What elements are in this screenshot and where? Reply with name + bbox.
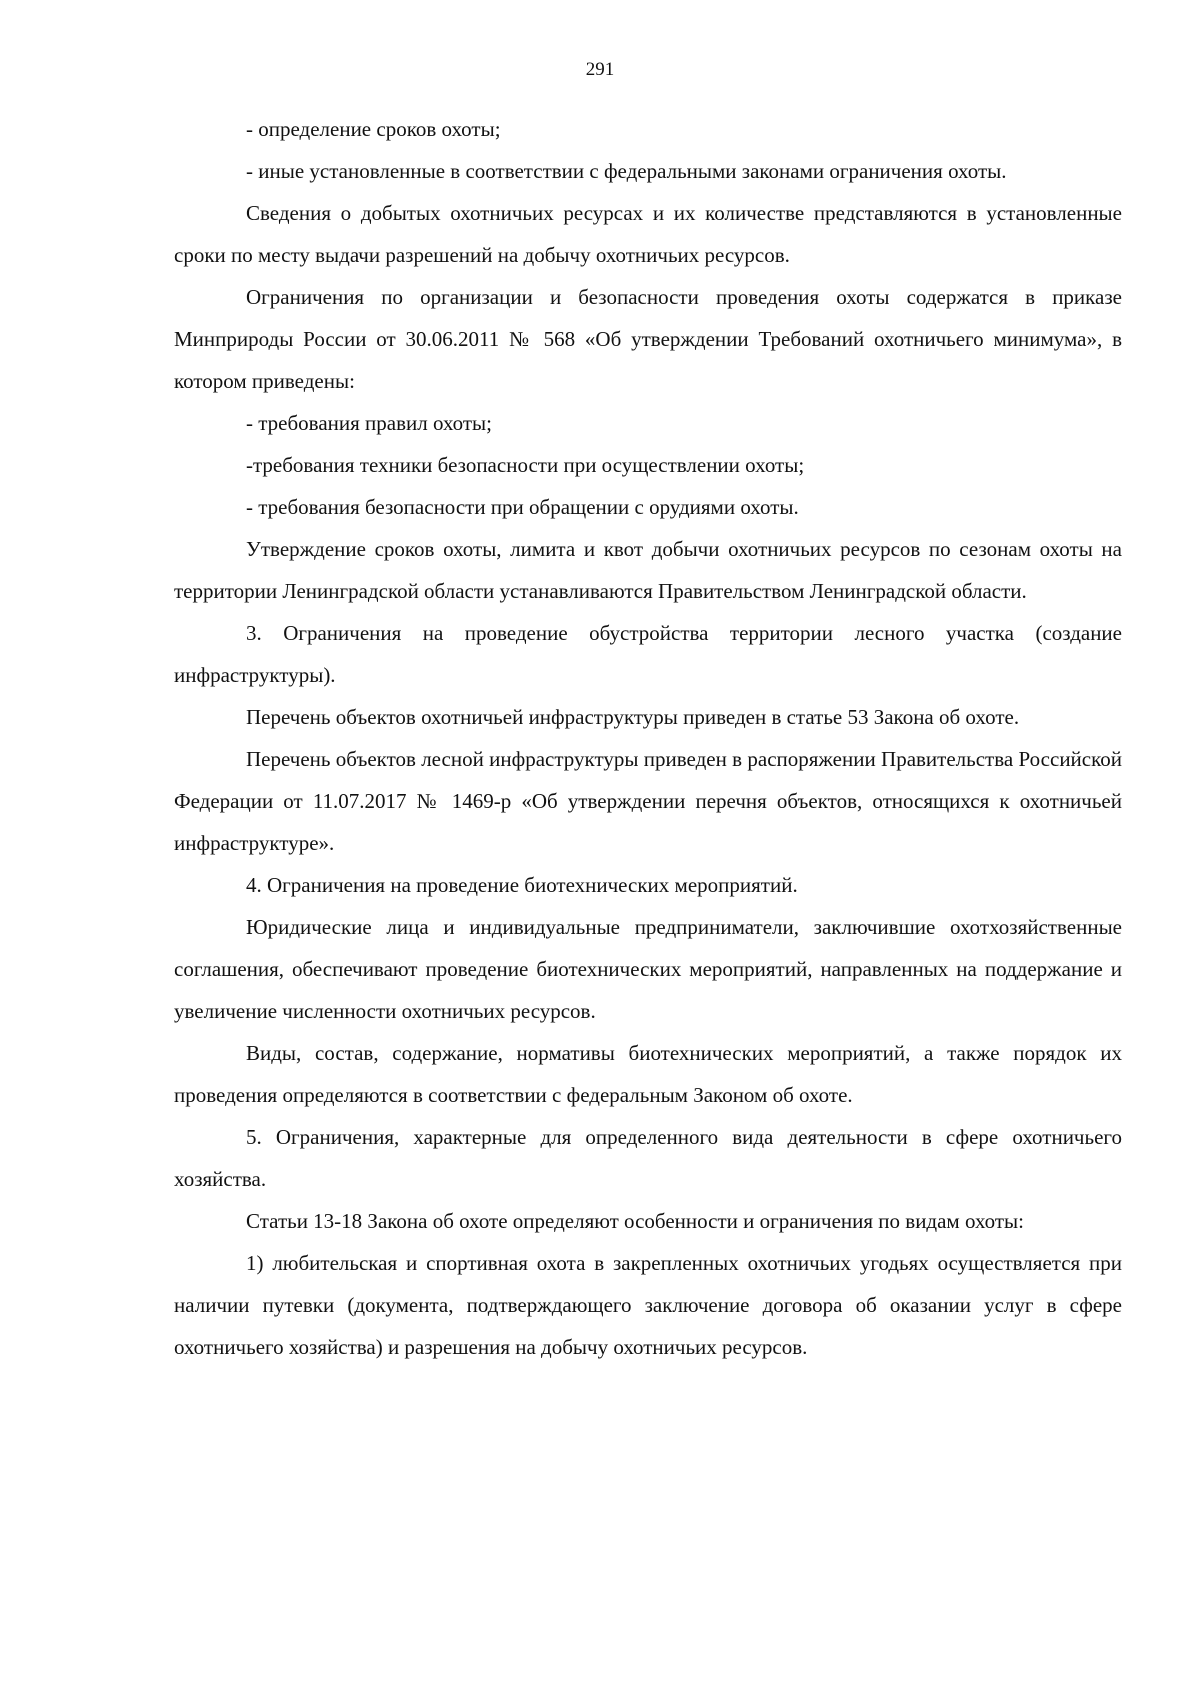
paragraph: Утверждение сроков охоты, лимита и квот добычи охотничьих ресурсов по сезонам охоты на территории Ленинградской области устанавливаются Правительством Ленинградской области. bbox=[174, 537, 1122, 603]
paragraph: -требования техники безопасности при осуществлении охоты; bbox=[246, 453, 805, 477]
paragraph: Статьи 13-18 Закона об охоте определяют особенности и ограничения по видам охоты: bbox=[246, 1209, 1024, 1233]
paragraph: Перечень объектов лесной инфраструктуры приведен в распоряжении Правительства Российской Федерации от 11.07.2017 № 1469-р «Об утверждении перечня объектов, относящихся к охотничьей инфраструктуре». bbox=[174, 747, 1122, 855]
paragraph: - определение сроков охоты; bbox=[246, 117, 501, 141]
document-body bbox=[174, 108, 1122, 1368]
paragraph: - требования правил охоты; bbox=[246, 411, 492, 435]
paragraph: - требования безопасности при обращении с орудиями охоты. bbox=[246, 495, 799, 519]
paragraph: 1) любительская и спортивная охота в закрепленных охотничьих угодьях осуществляется при наличии путевки (документа, подтверждающего заключение договора об оказании услуг в сфере охотничьего хозяйства) и разрешения на добычу охотничьих ресурсов. bbox=[174, 1251, 1122, 1359]
paragraph: Сведения о добытых охотничьих ресурсах и их количестве представляются в установленные сроки по месту выдачи разрешений на добычу охотничьих ресурсов. bbox=[174, 201, 1122, 267]
paragraph: 3. Ограничения на проведение обустройства территории лесного участка (создание инфраструктуры). bbox=[174, 621, 1122, 687]
page-number: 291 bbox=[585, 59, 615, 80]
paragraph: 5. Ограничения, характерные для определенного вида деятельности в сфере охотничьего хозяйства. bbox=[174, 1125, 1122, 1191]
paragraph: Перечень объектов охотничьей инфраструктуры приведен в статье 53 Закона об охоте. bbox=[246, 705, 1020, 729]
paragraph: Виды, состав, содержание, нормативы биотехнических мероприятий, а также порядок их проведения определяются в соответствии с федеральным Законом об охоте. bbox=[174, 1041, 1122, 1107]
paragraph: 4. Ограничения на проведение биотехнических мероприятий. bbox=[246, 873, 798, 897]
paragraph: Ограничения по организации и безопасности проведения охоты содержатся в приказе Минприроды России от 30.06.2011 № 568 «Об утверждении Требований охотничьего минимума», в котором приведены: bbox=[174, 285, 1122, 393]
paragraph: Юридические лица и индивидуальные предприниматели, заключившие охотхозяйственные соглашения, обеспечивают проведение биотехнических мероприятий, направленных на поддержание и увеличение численности охотничьих ресурсов. bbox=[174, 915, 1122, 1023]
paragraph: - иные установленные в соответствии с федеральными законами ограничения охоты. bbox=[246, 159, 1007, 183]
